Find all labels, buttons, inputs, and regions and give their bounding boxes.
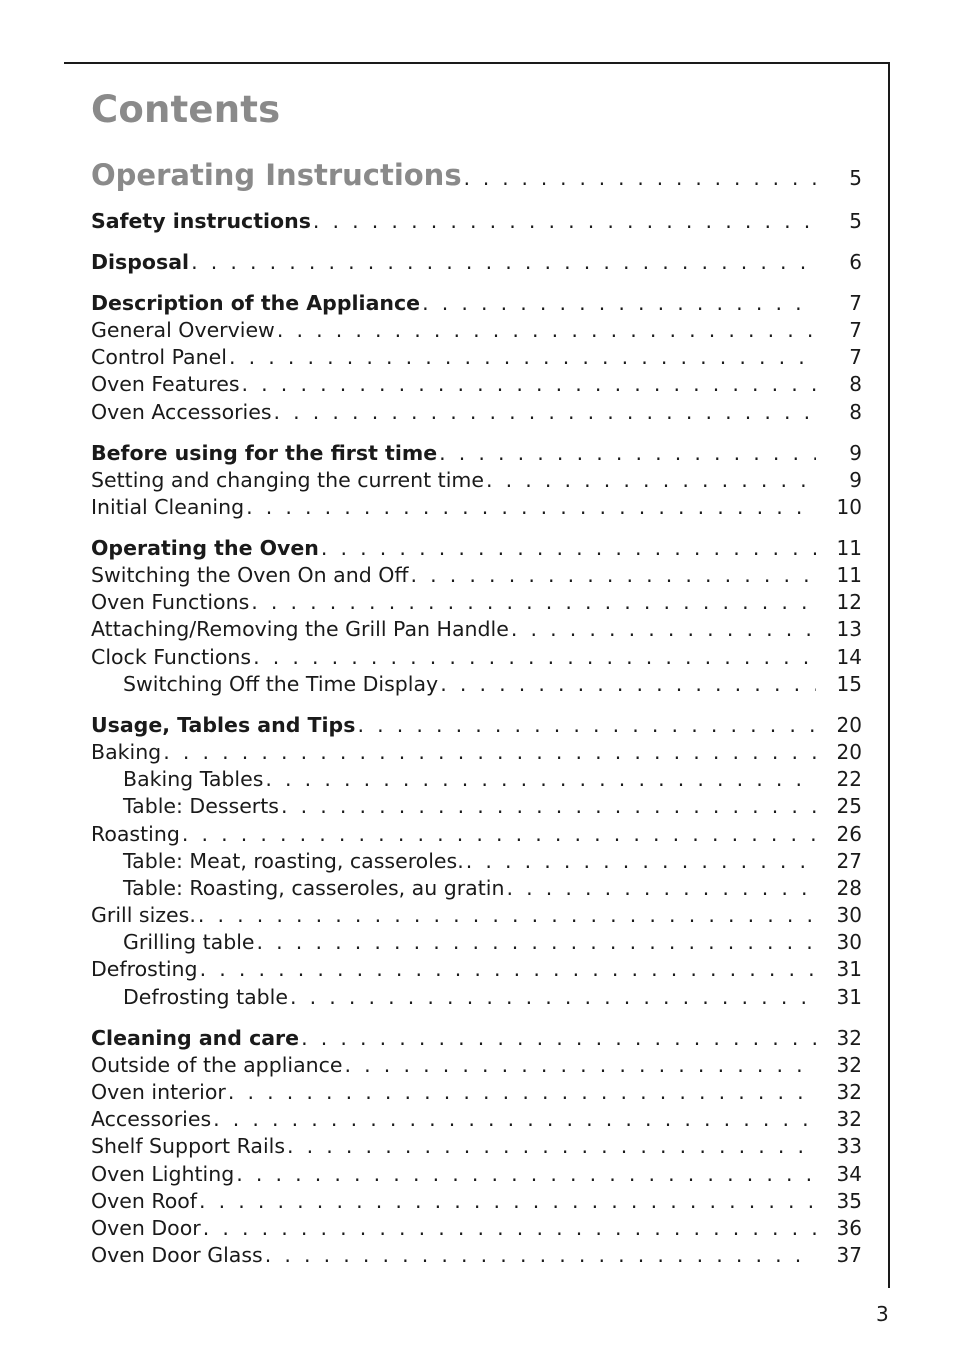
- toc-entry-label: Oven Lighting: [91, 1161, 235, 1186]
- toc-entry[interactable]: [91, 1133, 871, 1160]
- toc-entry-label: Initial Cleaning: [91, 494, 245, 519]
- dot-leader: [203, 1215, 816, 1242]
- dot-leader: [464, 153, 816, 203]
- dot-leader: [313, 208, 816, 235]
- toc-entry[interactable]: [91, 821, 871, 848]
- toc-entry-label: Operating the Oven: [91, 535, 319, 560]
- toc-entry[interactable]: [91, 1242, 871, 1269]
- toc-entry-page: 27: [836, 848, 862, 873]
- dot-leader: [236, 1161, 816, 1188]
- toc-entry-page: 15: [836, 671, 862, 696]
- toc-entry[interactable]: [91, 875, 871, 902]
- dot-leader: [251, 589, 816, 616]
- dot-leader: [198, 902, 816, 929]
- toc-entry-page: 25: [836, 794, 862, 819]
- top-rule: [64, 62, 890, 64]
- toc-entry-label: Table: Meat, roasting, casseroles.: [123, 848, 464, 873]
- toc-entry-label: Oven Door: [91, 1215, 201, 1240]
- toc-entry[interactable]: [91, 984, 871, 1011]
- toc-entry-label: Attaching/Removing the Grill Pan Handle: [91, 617, 509, 642]
- dot-leader: [486, 467, 816, 494]
- toc-entry-page: 32: [836, 1107, 862, 1132]
- toc-entry-page: 20: [836, 712, 862, 737]
- toc-entry-page: 9: [849, 467, 862, 492]
- toc-entry-page: 7: [849, 290, 862, 315]
- dot-leader: [242, 371, 816, 398]
- dot-leader: [411, 562, 816, 589]
- toc-entry-page: 6: [849, 249, 862, 274]
- dot-leader: [182, 821, 816, 848]
- toc-entry-label: Accessories: [91, 1107, 212, 1132]
- toc-entry-label: Grilling table: [123, 930, 255, 955]
- toc-entry[interactable]: [91, 671, 871, 698]
- toc-entry-label: Clock Functions: [91, 644, 252, 669]
- toc-entry[interactable]: [91, 440, 871, 467]
- toc-entry-page: 8: [849, 372, 862, 397]
- toc-entry-label: Baking: [91, 739, 162, 764]
- dot-leader: [290, 984, 816, 1011]
- toc-entry[interactable]: [91, 317, 871, 344]
- toc-entry[interactable]: [91, 399, 871, 426]
- toc-entry[interactable]: [91, 494, 871, 521]
- toc-entry-page: 35: [836, 1188, 862, 1213]
- dot-leader: [506, 875, 816, 902]
- dot-leader: [439, 440, 816, 467]
- dot-leader: [345, 1052, 816, 1079]
- dot-leader: [229, 344, 816, 371]
- toc-entry[interactable]: [91, 371, 871, 398]
- toc-entry-page: 11: [836, 535, 862, 560]
- toc-entry-page: 36: [836, 1215, 862, 1240]
- toc-entry[interactable]: [91, 344, 871, 371]
- toc-entry[interactable]: [91, 562, 871, 589]
- toc-entry-label: Setting and changing the current time: [91, 467, 484, 492]
- dot-leader: [265, 1242, 816, 1269]
- toc-entry-page: 7: [849, 345, 862, 370]
- toc-entry-label: Oven Accessories: [91, 399, 272, 424]
- toc-entry-label: Table: Roasting, casseroles, au gratin: [123, 875, 505, 900]
- dot-leader: [321, 535, 816, 562]
- toc-entry-page: 8: [849, 399, 862, 424]
- dot-leader: [301, 1025, 816, 1052]
- toc-entry-page: 32: [836, 1052, 862, 1077]
- toc-entry[interactable]: [91, 1215, 871, 1242]
- toc-entry-page: 37: [836, 1243, 862, 1268]
- toc-entry-page: 32: [836, 1080, 862, 1105]
- dot-leader: [246, 494, 816, 521]
- toc-entry-label: Shelf Support Rails: [91, 1134, 286, 1159]
- toc-entry-label: Before using for the first time: [91, 440, 438, 465]
- toc-entry[interactable]: [91, 249, 871, 276]
- toc-entry[interactable]: [91, 848, 871, 875]
- toc-entry-page: 11: [836, 563, 862, 588]
- toc-entry-label: Oven interior: [91, 1080, 226, 1105]
- toc-entry[interactable]: [91, 793, 871, 820]
- toc-entry-page: 31: [836, 957, 862, 982]
- toc-entry[interactable]: [91, 535, 871, 562]
- toc-entry[interactable]: [91, 1079, 871, 1106]
- page-title: Contents: [91, 88, 281, 131]
- toc-entry-page: 7: [849, 317, 862, 342]
- toc-entry-label: Roasting: [91, 821, 180, 846]
- dot-leader: [257, 929, 816, 956]
- toc-entry-page: 33: [836, 1134, 862, 1159]
- toc-entry-page: 22: [836, 767, 862, 792]
- toc-entry[interactable]: [91, 150, 871, 194]
- toc-entry[interactable]: [91, 1188, 871, 1215]
- toc-entry-page: 34: [836, 1161, 862, 1186]
- page-number: 3: [876, 1302, 889, 1326]
- toc-entry[interactable]: [91, 208, 871, 235]
- toc-entry-page: 31: [836, 984, 862, 1009]
- toc-entry-label: Grill sizes.: [91, 903, 196, 928]
- toc-entry[interactable]: [91, 929, 871, 956]
- toc-entry[interactable]: [91, 766, 871, 793]
- toc-entry[interactable]: [91, 739, 871, 766]
- table-of-contents: [91, 150, 871, 1269]
- toc-entry-label: Table: Desserts: [123, 794, 279, 819]
- toc-entry-label: Oven Roof: [91, 1188, 198, 1213]
- toc-entry-page: 13: [836, 617, 862, 642]
- toc-entry[interactable]: [91, 902, 871, 929]
- dot-leader: [228, 1079, 816, 1106]
- dot-leader: [440, 671, 816, 698]
- toc-entry-label: General Overview: [91, 317, 275, 342]
- toc-entry[interactable]: [91, 712, 871, 739]
- toc-entry-label: Baking Tables: [123, 767, 264, 792]
- toc-entry[interactable]: [91, 589, 871, 616]
- toc-entry-page: 14: [836, 644, 862, 669]
- toc-entry-label: Operating Instructions: [91, 158, 462, 192]
- toc-entry[interactable]: [91, 290, 871, 317]
- dot-leader: [277, 317, 816, 344]
- toc-entry-page: 5: [849, 166, 862, 190]
- dot-leader: [274, 399, 816, 426]
- dot-leader: [511, 616, 816, 643]
- toc-entry-label: Switching the Oven On and Off: [91, 563, 409, 588]
- dot-leader: [265, 766, 816, 793]
- toc-entry-label: Outside of the appliance: [91, 1052, 343, 1077]
- toc-entry-label: Cleaning and care: [91, 1025, 300, 1050]
- toc-entry-label: Oven Door Glass: [91, 1243, 263, 1268]
- toc-entry-page: 26: [836, 821, 862, 846]
- side-rule: [888, 62, 890, 1288]
- toc-entry-label: Defrosting table: [123, 984, 288, 1009]
- dot-leader: [422, 290, 816, 317]
- toc-entry-page: 20: [836, 739, 862, 764]
- toc-entry-page: 28: [836, 875, 862, 900]
- toc-entry[interactable]: [91, 1025, 871, 1052]
- toc-entry-label: Disposal: [91, 249, 190, 274]
- dot-leader: [357, 712, 816, 739]
- dot-leader: [287, 1133, 816, 1160]
- toc-entry-page: 5: [849, 208, 862, 233]
- toc-entry-label: Oven Features: [91, 372, 240, 397]
- dot-leader: [200, 956, 816, 983]
- toc-entry-label: Safety instructions: [91, 208, 311, 233]
- toc-entry[interactable]: [91, 644, 871, 671]
- toc-entry[interactable]: [91, 616, 871, 643]
- toc-entry[interactable]: [91, 1052, 871, 1079]
- toc-entry-label: Description of the Appliance: [91, 290, 421, 315]
- dot-leader: [191, 249, 816, 276]
- toc-entry[interactable]: [91, 1161, 871, 1188]
- toc-entry-label: Oven Functions: [91, 590, 250, 615]
- toc-entry-page: 12: [836, 590, 862, 615]
- toc-entry-label: Usage, Tables and Tips: [91, 712, 356, 737]
- toc-entry-page: 10: [836, 494, 862, 519]
- dot-leader: [253, 644, 816, 671]
- toc-entry-label: Defrosting: [91, 957, 198, 982]
- toc-entry-page: 9: [849, 440, 862, 465]
- toc-entry-label: Control Panel: [91, 345, 227, 370]
- toc-entry-label: Switching Off the Time Display: [123, 671, 439, 696]
- toc-entry[interactable]: [91, 956, 871, 983]
- dot-leader: [163, 739, 816, 766]
- dot-leader: [281, 793, 816, 820]
- toc-entry-page: 32: [836, 1025, 862, 1050]
- toc-entry[interactable]: [91, 467, 871, 494]
- toc-entry-page: 30: [836, 930, 862, 955]
- toc-entry-page: 30: [836, 903, 862, 928]
- toc-entry[interactable]: [91, 1106, 871, 1133]
- dot-leader: [213, 1106, 816, 1133]
- dot-leader: [199, 1188, 816, 1215]
- dot-leader: [466, 848, 816, 875]
